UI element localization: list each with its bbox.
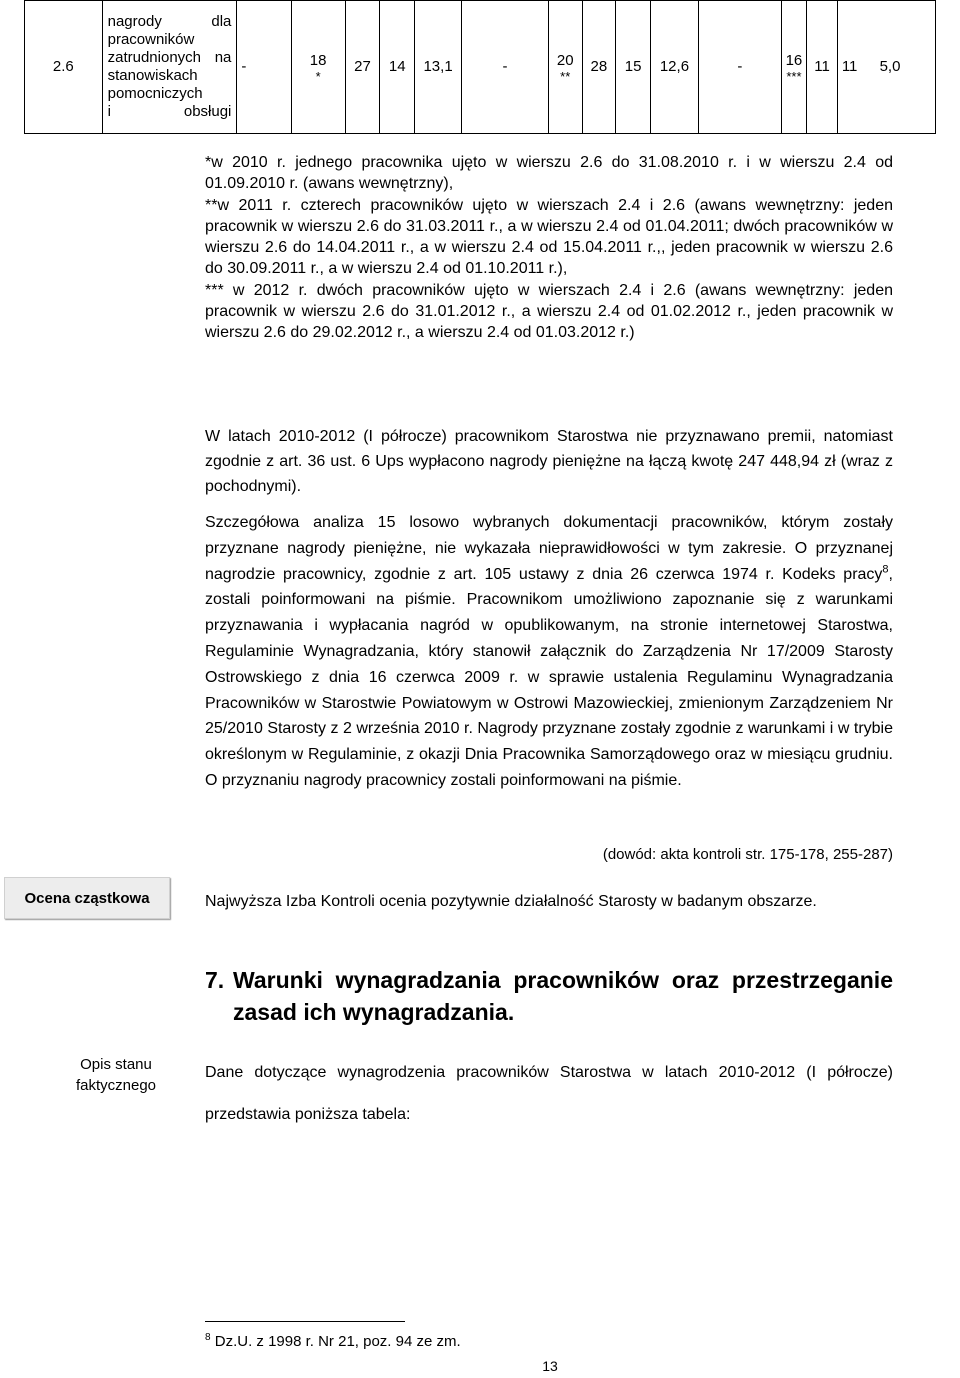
section-heading bbox=[205, 964, 893, 1028]
bonus-paragraph bbox=[205, 424, 893, 499]
cell-2011-avg: 15 bbox=[616, 1, 651, 134]
opis-label-line2: faktycznego bbox=[75, 1077, 157, 1094]
cell-2012-dash: - bbox=[698, 1, 781, 134]
footnote-text: Dz.U. z 1998 r. Nr 21, poz. 94 ze zm. bbox=[210, 1333, 461, 1350]
footnote-number: 8 bbox=[205, 1332, 211, 1343]
cell-2010-count bbox=[291, 1, 345, 134]
cell-2010-pay: 27 bbox=[345, 1, 380, 134]
desc-line: pomocniczych bbox=[107, 85, 203, 102]
footnote-divider bbox=[205, 1321, 405, 1322]
footnote-single-star: *w 2010 r. jednego pracownika ujęto w wierszu 2.6 do 31.08.2010 r. i w wierszu 2.4 od 01.09.2010 r. (awans wewnętrzny), bbox=[205, 154, 893, 193]
opis-label-line1: Opis stanu bbox=[80, 1056, 152, 1073]
desc-line: zatrudnionych na bbox=[107, 49, 232, 66]
analysis-text-part1: Szczegółowa analiza 15 losowo wybranych dokumentacji pracowników, którym zostały przyznane nagrody pieniężne, nie wykazała nieprawidłowości w tym zakresie. O przyznanej nagrodzie pracownicy, zgodnie z art. 105 ustawy z dnia 26 czerwca 1974 r. Kodeks pracy bbox=[205, 514, 893, 583]
cell-2011-pay: 28 bbox=[582, 1, 616, 134]
row-lp: 2.6 bbox=[25, 1, 103, 134]
section-title: Warunki wynagradzania pracowników oraz przestrzeganie zasad ich wynagradzania. bbox=[233, 967, 893, 1025]
count-value: 18 bbox=[309, 51, 327, 69]
assessment-text: Najwyższa Izba Kontroli ocenia pozytywnie działalność Starosty w badanym obszarze. bbox=[205, 893, 817, 910]
analysis-paragraph bbox=[205, 510, 893, 794]
footnote-triple-star: *** w 2012 r. dwóch pracowników ujęto w wierszach 2.4 i 2.6 (awans wewnętrzny: jeden pracownik w wierszu 2.6 do 31.01.2012 r., a wierszu 2.4 od 01.02.2012 r., jeden pracownik w wierszu 2.6 do 29.02.2012 r., a wierszu 2.4 od 01.03.2012 r.) bbox=[205, 281, 893, 342]
opis-stanu-label bbox=[60, 1054, 172, 1096]
data-table-row bbox=[24, 0, 936, 134]
footnote-ref: 8 bbox=[882, 563, 889, 576]
desc-line: stanowiskach bbox=[107, 67, 198, 84]
proof-reference: (dowód: akta kontroli str. 175-178, 255-287) bbox=[602, 846, 893, 863]
desc-line: nagrody dla bbox=[107, 13, 232, 30]
analysis-text bbox=[205, 510, 893, 794]
cell-2009: - bbox=[237, 1, 291, 134]
row-description bbox=[102, 1, 237, 134]
data-intro-text: Dane dotyczące wynagrodzenia pracowników Starostwa w latach 2010-2012 (I półrocze) przedstawia poniższa tabela: bbox=[205, 1064, 893, 1123]
analysis-text-part2: , zostali poinformowani na piśmie. Pracownikom umożliwiono zapoznanie się z warunkami przyznawania i wypłacania nagród w opublikowanym, na stronie internetowej Starostwa, Regulaminie Wynagradzania, który stanowił załącznik do Zarządzenia Nr 17/2009 Starosty Ostrowskiego z dnia 16 czerwca 2009 r. w sprawie ustalenia Regulaminu Wynagradzania Pracowników w Starostwie Powiatowym w Ostrowi Mazowieckiej, zmienionym Zarządzeniem Nr 25/2010 Starosty z 2 września 2010 r. Nagrody przyznane zostały zgodnie z warunkami i w trybie określonym w Regulaminie, z okazji Dnia Pracownika Samorządowego oraz w miesiącu grudniu. O przyznaniu nagrody pracownicy zostali poinformowani na piśmie. bbox=[205, 565, 893, 789]
partial-assessment bbox=[205, 889, 893, 914]
desc-line: i obsługi bbox=[107, 103, 232, 120]
cell-2011-idx: 12,6 bbox=[650, 1, 698, 134]
count-value: 20 bbox=[556, 51, 574, 69]
cell-2012-count bbox=[781, 1, 807, 134]
cell-2012-idx: 5,0 bbox=[879, 58, 901, 75]
page-footnote bbox=[205, 1333, 461, 1350]
section-number: 7. bbox=[205, 967, 225, 993]
footnote-mark: *** bbox=[786, 68, 802, 84]
data-intro-paragraph bbox=[205, 1052, 893, 1136]
count-value: 16 bbox=[785, 51, 803, 69]
ocena-czastkowa-label: Ocena cząstkowa bbox=[4, 877, 170, 919]
cell-2011-count bbox=[548, 1, 582, 134]
cell-2010-avg: 14 bbox=[380, 1, 415, 134]
cell-2012-avg: 11 bbox=[841, 58, 858, 75]
cell-2012-pay: 11 bbox=[807, 1, 838, 134]
cell-2010-idx: 13,1 bbox=[415, 1, 462, 134]
footnote-mark: * bbox=[315, 68, 321, 84]
table-footnotes bbox=[205, 152, 893, 344]
cell-2012-avg-idx bbox=[837, 1, 935, 134]
desc-line: pracowników bbox=[107, 31, 195, 48]
bonus-text: W latach 2010-2012 (I półrocze) pracownikom Starostwa nie przyznawano premii, natomiast zgodnie z art. 36 ust. 6 Ups wypłacono nagrody pieniężne na łączą kwotę 247 448,94 zł (wraz z pochodnymi). bbox=[205, 428, 893, 495]
footnote-mark: ** bbox=[560, 68, 571, 84]
footnote-double-star: **w 2011 r. czterech pracowników ujęto w wierszach 2.4 i 2.6 (awans wewnętrzny: jeden pracownik w wierszu 2.6 do 31.03.2011 r., a w wierszu 2.4 od 01.04.2011; dwóch pracowników w wierszu 2.6 do 14.04.2011 r., a w wierszu 2.4 od 15.04.2011 r.,, jeden pracownik w wierszu 2.6 do 30.09.2011 r., a w wierszu 2.4 od 01.10.2011 r.), bbox=[205, 196, 893, 278]
cell-2011-dash: - bbox=[462, 1, 549, 134]
page-number: 13 bbox=[542, 1358, 558, 1374]
